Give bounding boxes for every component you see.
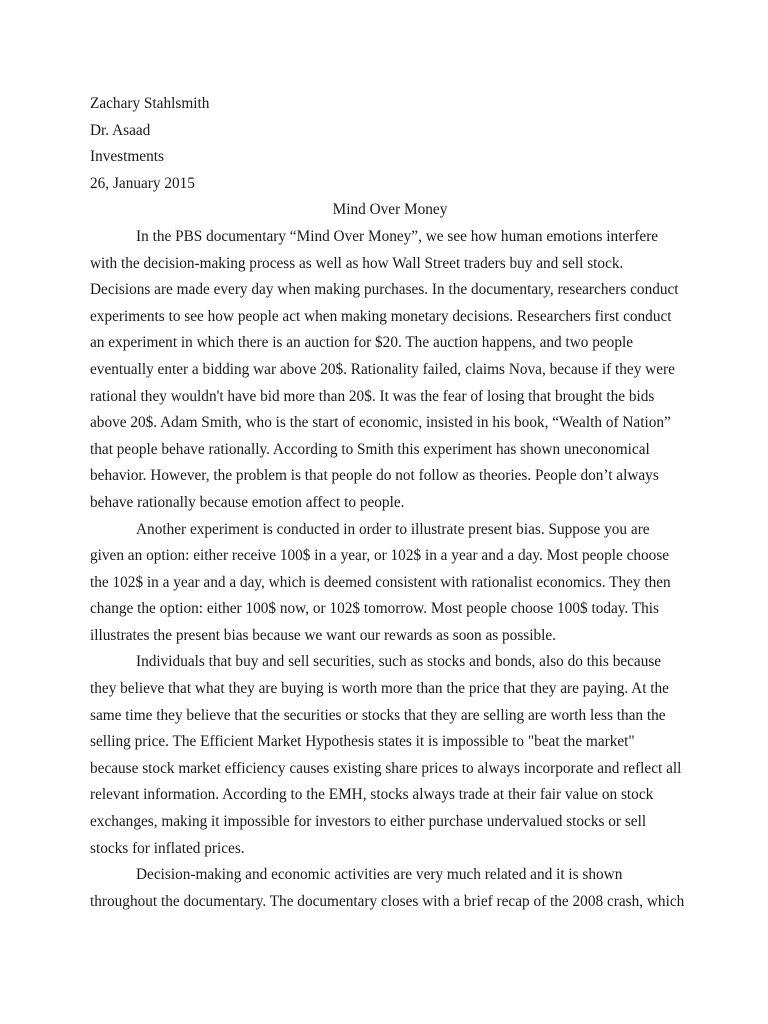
essay-body	[90, 224, 690, 915]
paragraph-line: that people behave rationally. According to Smith this experiment has shown uneconomical	[90, 440, 650, 458]
document-date: 26, January 2015	[90, 174, 195, 192]
paragraph-line: experiments to see how people act when making monetary decisions. Researchers first conduct	[90, 307, 672, 325]
paragraph-line: with the decision-making process as well as how Wall Street traders buy and sell stock.	[90, 254, 624, 272]
document-body	[90, 91, 690, 915]
paragraph	[90, 517, 690, 650]
course-name: Investments	[90, 148, 164, 166]
paragraph-line: In the PBS documentary “Mind Over Money”, we see how human emotions interfere	[136, 227, 659, 245]
paragraph-line: given an option: either receive 100$ in a year, or 102$ in a year and a day. Most people choose	[90, 547, 670, 565]
paragraph-line: the 102$ in a year and a day, which is deemed consistent with rationalist economics. They then	[90, 573, 671, 591]
paragraph-line: illustrates the present bias because we want our rewards as soon as possible.	[90, 626, 557, 644]
paragraph-line: selling price. The Efficient Market Hypothesis states it is impossible to "beat the market"	[90, 733, 635, 751]
paragraph-line: stocks for inflated prices.	[90, 839, 245, 857]
paragraph-line: exchanges, making it impossible for investors to either purchase undervalued stocks or sell	[90, 813, 647, 831]
instructor-name: Dr. Asaad	[90, 121, 151, 139]
paragraph-line: because stock market efficiency causes existing share prices to always incorporate and reflect all	[90, 759, 682, 777]
paragraph	[90, 224, 690, 517]
paragraph-line: an experiment in which there is an auction for $20. The auction happens, and two people	[90, 334, 634, 352]
paragraph-line: they believe that what they are buying is worth more than the price that they are paying. At the	[90, 680, 669, 698]
paragraph-line: Decisions are made every day when making purchases. In the documentary, researchers conduct	[90, 281, 679, 299]
paragraph-line: Decision-making and economic activities are very much related and it is shown	[136, 866, 623, 884]
paragraph	[90, 862, 690, 915]
paragraph-line: change the option: either 100$ now, or 102$ tomorrow. Most people choose 100$ today. This	[90, 600, 660, 618]
paragraph-line: rational they wouldn't have bid more than 20$. It was the fear of losing that brought the bids	[90, 387, 655, 405]
author-name: Zachary Stahlsmith	[90, 95, 210, 112]
paragraph-line: same time they believe that the securities or stocks that they are selling are worth less than the	[90, 706, 666, 724]
paragraph	[90, 649, 690, 862]
paragraph-line: behave rationally because emotion affect to people.	[90, 493, 405, 511]
paragraph-line: behavior. However, the problem is that people do not follow as theories. People don’t always	[90, 467, 659, 485]
paragraph-line: Individuals that buy and sell securities, such as stocks and bonds, also do this because	[136, 653, 662, 671]
paragraph-line: eventually enter a bidding war above 20$. Rationality failed, claims Nova, because if they were	[90, 360, 675, 378]
document-title: Mind Over Money	[332, 201, 448, 219]
paragraph-line: throughout the documentary. The documentary closes with a brief recap of the 2008 crash, which	[90, 892, 685, 910]
paragraph-line: above 20$. Adam Smith, who is the start of economic, insisted in his book, “Wealth of Nation”	[90, 414, 671, 432]
paragraph-line: Another experiment is conducted in order to illustrate present bias. Suppose you are	[136, 520, 650, 538]
paragraph-line: relevant information. According to the EMH, stocks always trade at their fair value on stock	[90, 786, 654, 804]
